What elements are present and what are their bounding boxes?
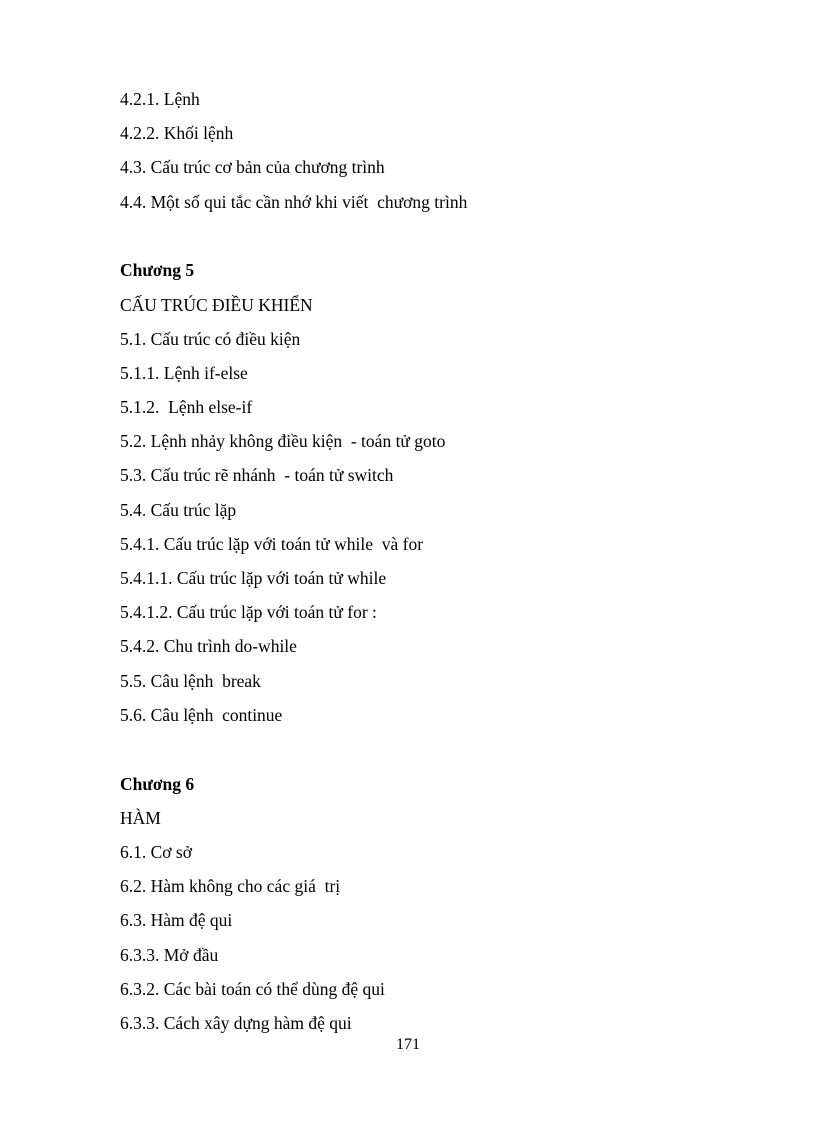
toc-entry: 5.4.2. Chu trình do-while	[120, 636, 297, 657]
toc-entry: 6.2. Hàm không cho các giá trị	[120, 876, 341, 897]
toc-entry: 5.2. Lệnh nhảy không điều kiện - toán tử goto	[120, 431, 446, 452]
section-spacer	[120, 219, 760, 254]
chapter-5-title: CẤU TRÚC ĐIỀU KHIỂN	[120, 294, 313, 315]
toc-entry: 6.3.3. Mở đầu	[120, 944, 219, 965]
toc-entry: 6.3.2. Các bài toán có thể dùng đệ qui	[120, 978, 385, 999]
toc-entry: 6.3. Hàm đệ qui	[120, 910, 233, 931]
toc-entry: 5.3. Cấu trúc rẽ nhánh - toán tử switch	[120, 465, 394, 486]
toc-entry: 4.2.1. Lệnh	[120, 89, 200, 109]
toc-entry: 5.1.2. Lệnh else-if	[120, 397, 253, 418]
section-spacer	[120, 732, 760, 767]
toc-entry: 5.4. Cấu trúc lặp	[120, 499, 237, 520]
table-of-contents	[120, 82, 760, 1040]
toc-entry: 5.6. Câu lệnh continue	[120, 704, 283, 725]
toc-entry: 5.5. Câu lệnh break	[120, 670, 261, 691]
toc-entry: 5.4.1.1. Cấu trúc lặp với toán tử while	[120, 568, 387, 589]
toc-entry: 6.3.3. Cách xây dựng hàm đệ qui	[120, 1012, 352, 1033]
toc-entry: 4.4. Một số qui tắc cần nhớ khi viết chương trình	[120, 191, 468, 212]
toc-entry: 6.1. Cơ sở	[120, 841, 192, 862]
toc-entry: 5.4.1. Cấu trúc lặp với toán tử while và for	[120, 533, 424, 554]
chapter-6-title: HÀM	[120, 807, 161, 828]
chapter-5-heading: Chương 5	[120, 260, 195, 281]
chapter-6-heading: Chương 6	[120, 773, 195, 794]
toc-entry: 5.1. Cấu trúc có điều kiện	[120, 328, 301, 349]
toc-entry: 4.2.2. Khối lệnh	[120, 123, 234, 144]
toc-entry: 5.1.1. Lệnh if-else	[120, 362, 248, 383]
toc-entry: 4.3. Cấu trúc cơ bản của chương trình	[120, 157, 385, 178]
page-number: 171	[396, 1036, 420, 1053]
toc-entry: 5.4.1.2. Cấu trúc lặp với toán tử for :	[120, 602, 377, 623]
